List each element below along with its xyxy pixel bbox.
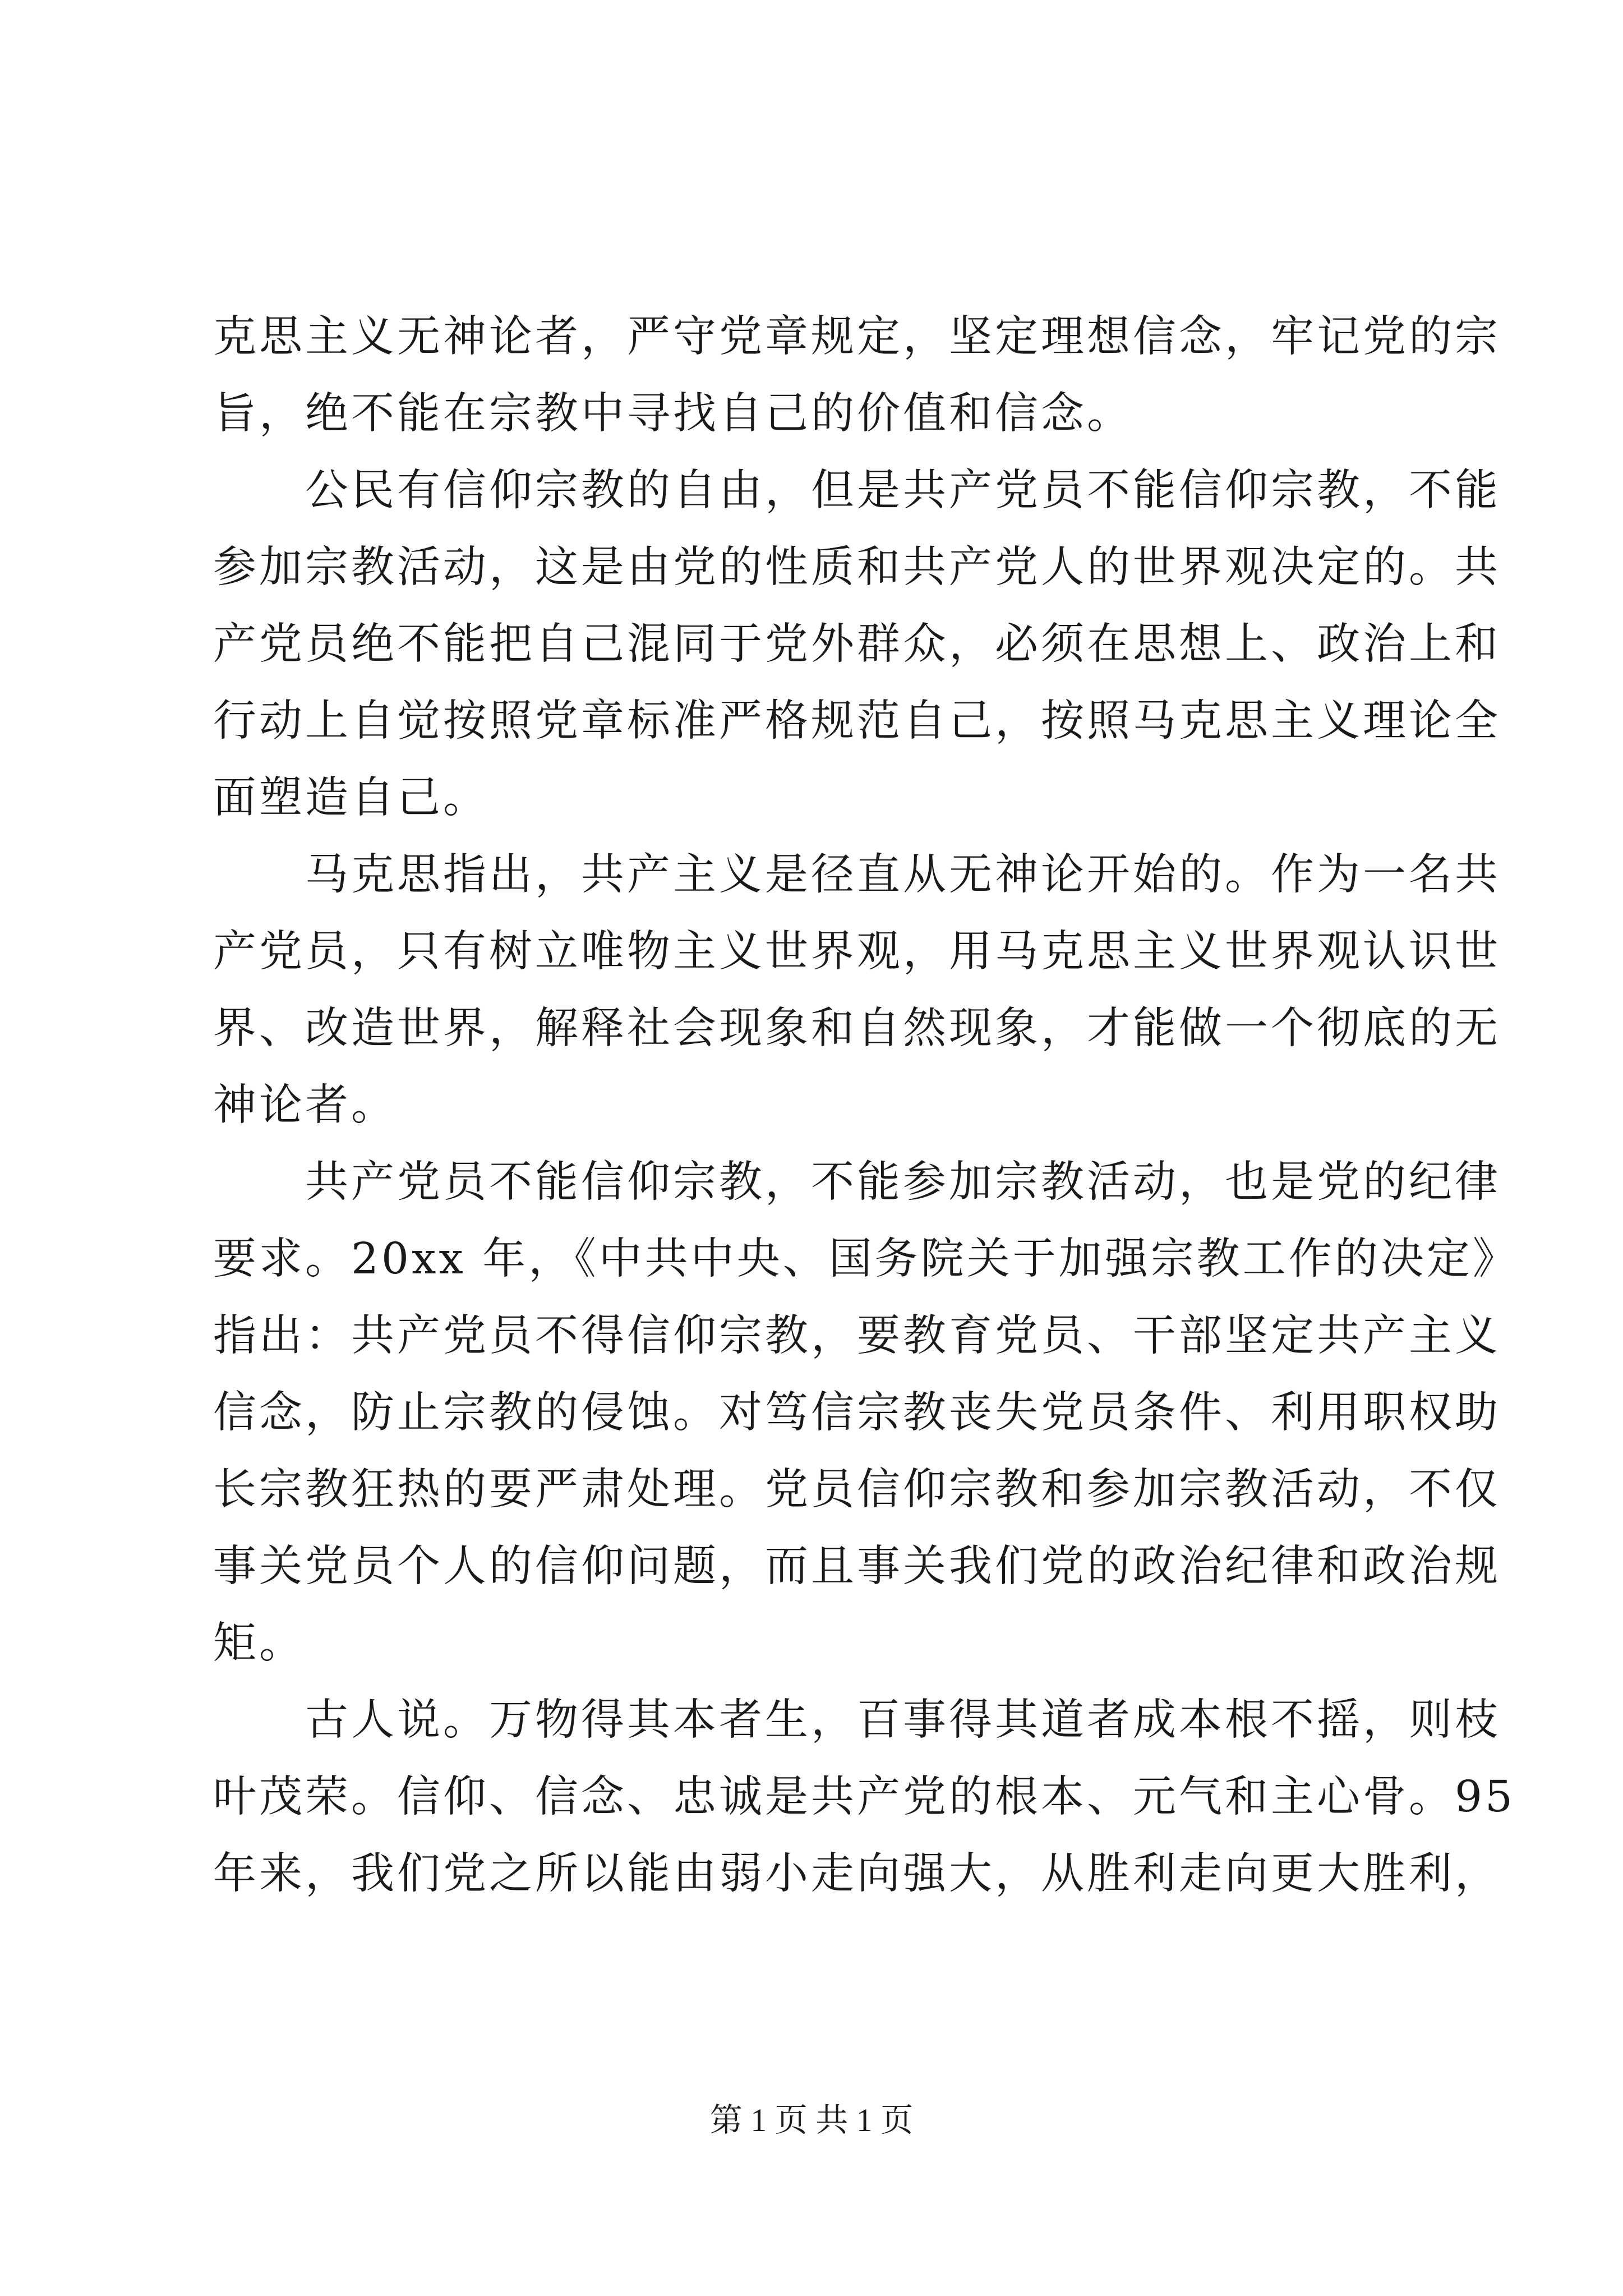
text-line: 行动上自觉按照党章标准严格规范自己，按照马克思主义理论全 [213, 696, 1501, 746]
text-line: 马克思指出，共产主义是径直从无神论开始的。作为一名共 [305, 850, 1501, 900]
text-line: 古人说。万物得其本者生，百事得其道者成本根不摇，则枝 [305, 1695, 1501, 1745]
text-line: 指出：共产党员不得信仰宗教，要教育党员、干部坚定共产主义 [213, 1311, 1501, 1361]
text-line: 共产党员不能信仰宗教，不能参加宗教活动，也是党的纪律 [305, 1157, 1501, 1207]
text-line: 界、改造世界，解释社会现象和自然现象，才能做一个彻底的无 [213, 1004, 1501, 1053]
page-footer: 第 1 页 共 1 页 [709, 2102, 914, 2138]
text-line: 事关党员个人的信仰问题，而且事关我们党的政治纪律和政治规 [213, 1542, 1501, 1591]
text-line: 参加宗教活动，这是由党的性质和共产党人的世界观决定的。共 [213, 542, 1501, 592]
text-line: 年来，我们党之所以能由弱小走向强大，从胜利走向更大胜利， [213, 1849, 1501, 1899]
text-line: 要求。20xx 年，《中共中央、国务院关于加强宗教工作的决定》 [213, 1234, 1519, 1284]
text-line: 克思主义无神论者，严守党章规定，坚定理想信念，牢记党的宗 [213, 312, 1501, 362]
text-line: 叶茂荣。信仰、信念、忠诚是共产党的根本、元气和主心骨。95 [213, 1772, 1515, 1822]
text-line: 产党员，只有树立唯物主义世界观，用马克思主义世界观认识世 [213, 927, 1501, 977]
text-line: 长宗教狂热的要严肃处理。党员信仰宗教和参加宗教活动，不仅 [213, 1465, 1501, 1515]
text-line: 旨，绝不能在宗教中寻找自己的价值和信念。 [213, 389, 1133, 439]
text-line: 神论者。 [213, 1080, 397, 1130]
text-line: 产党员绝不能把自己混同于党外群众，必须在思想上、政治上和 [213, 619, 1501, 669]
text-line: 矩。 [213, 1618, 305, 1668]
text-line: 公民有信仰宗教的自由，但是共产党员不能信仰宗教，不能 [305, 466, 1501, 516]
text-line: 面塑造自己。 [213, 773, 489, 823]
document-body [213, 298, 1519, 1912]
text-line: 信念，防止宗教的侵蚀。对笃信宗教丧失党员条件、利用职权助 [213, 1388, 1501, 1438]
